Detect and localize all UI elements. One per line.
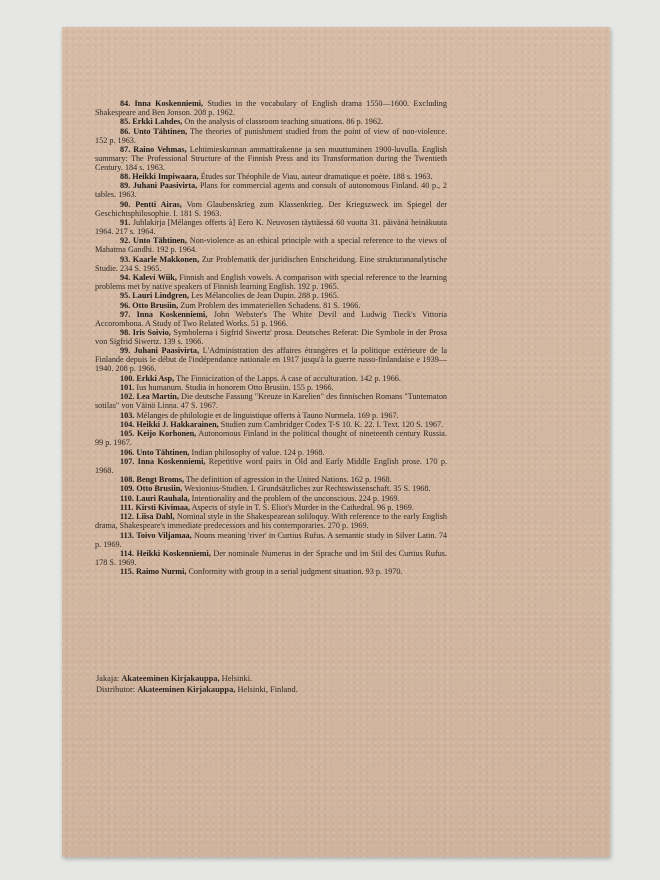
entry-author: Erkki Asp,	[136, 373, 175, 383]
entry-title: Ius humanum. Studia in honorem Otto Brusiin. 155 p. 1966.	[136, 383, 334, 393]
publication-list	[95, 99, 447, 577]
entry-title: Zum Problem des immateriellen Schadens. 81 S. 1966.	[180, 300, 361, 310]
entry-number: 94.	[120, 272, 131, 282]
publication-entry	[95, 383, 447, 392]
publication-entry	[95, 117, 447, 126]
distributor-block	[96, 674, 456, 696]
entry-author: Otto Brusiin,	[132, 300, 179, 310]
entry-number: 114.	[120, 548, 134, 558]
entry-author: Keijo Korhonen,	[136, 429, 197, 439]
entry-author: Unto Tähtinen,	[133, 126, 188, 136]
entry-title: Plans for commercial agents and consuls of autonomous Finland. 40 p., 2 tables. 1963.	[95, 181, 448, 200]
distributor-name: Akateeminen Kirjakauppa,	[121, 674, 220, 683]
entry-number: 101.	[120, 383, 135, 393]
entry-author: Lea Martin,	[136, 392, 179, 402]
publication-entry	[95, 420, 447, 429]
entry-author: Lauri Rauhala,	[135, 493, 190, 503]
publication-entry	[95, 291, 447, 300]
publication-entry	[95, 567, 447, 576]
entry-author: Lauri Lindgren,	[132, 291, 190, 301]
entry-number: 106.	[120, 447, 135, 457]
entry-title: Conformity with group in a serial judgment situation. 93 p. 1970.	[188, 567, 403, 577]
entry-number: 96.	[120, 300, 131, 310]
entry-author: Unto Tähtinen,	[133, 236, 187, 246]
entry-number: 105.	[120, 429, 135, 439]
entry-author: Raino Vehmas,	[133, 144, 187, 154]
entry-number: 115.	[120, 567, 134, 577]
entry-author: Heikki Koskenniemi,	[136, 548, 211, 558]
entry-title: Repetitive word pairs in Old and Early Middle English prose. 170 p. 1968.	[95, 456, 447, 475]
entry-title: Symbolerna i Sigfrid Siwertz' prosa. Deutsches Referat: Die Symbole in der Prosa von Sigfrid Siwertz. 139 s. 1966.	[95, 328, 448, 347]
publication-entry	[95, 255, 447, 273]
entry-number: 93.	[120, 254, 131, 264]
entry-number: 89.	[120, 181, 131, 191]
entry-number: 104.	[120, 419, 135, 429]
entry-number: 98.	[120, 328, 131, 338]
entry-author: Otto Brusiin,	[136, 484, 183, 494]
entry-author: Bengt Broms,	[136, 475, 184, 485]
entry-author: Inna Koskenniemi,	[137, 456, 206, 466]
entry-title: Studies in the vocabulary of English drama 1550—1600. Excluding Shakespeare and Ben Jonson. 208 p. 1962.	[95, 99, 447, 117]
publication-entry	[95, 346, 447, 373]
entry-author: Iris Soivio,	[132, 328, 171, 338]
entry-title: Wexionius-Studien. I. Grundsätzliches zur Rechtswissenschaft. 35 S. 1968.	[184, 484, 431, 494]
entry-author: Liisa Dahl,	[136, 512, 175, 522]
entry-author: Pentti Airas,	[135, 199, 182, 209]
entry-title: Indian philosophy of value. 124 p. 1968.	[191, 447, 325, 457]
entry-title: Der nominale Numerus in der Sprache und im Stil des Curtius Rufus. 178 S. 1969.	[95, 548, 448, 567]
entry-title: Nouns meaning 'river' in Curtius Rufus. A semantic study in Silver Latin. 74 p. 1969.	[95, 530, 448, 549]
publication-entry	[95, 448, 447, 457]
publication-entry	[95, 475, 447, 484]
entry-title: Les Mélancolies de Jean Dupin. 288 p. 1965.	[191, 291, 339, 301]
publication-entry	[95, 218, 447, 236]
entry-title: Nominal style in the Shakespearean soliloquy. With reference to the early English drama, Shakespeare's immediate predecessors and his contemporaries. 270 p. 1969.	[95, 512, 447, 531]
entry-title: L'Administration des affaires étrangères et la politique extérieure de la Finlande depuis le début de l'indépendance nationale en 1917 jusqu'à la guerre russo-finlandaise e 1939—1940. 208 p. 1966.	[95, 346, 448, 374]
entry-number: 100.	[120, 373, 135, 383]
publication-entry	[95, 484, 447, 493]
entry-title: Lehtimieskunnan ammattirakenne ja sen muuttuminen 1900-luvulla. English summary: The Professional Structure of the Finnish Press and its Transformation during the Twentieth Century. 184 s. 1963.	[95, 144, 448, 172]
entry-number: 110.	[120, 493, 134, 503]
distributor-label: Jakaja:	[96, 674, 120, 683]
publication-entry	[95, 531, 447, 549]
entry-number: 113.	[120, 530, 134, 540]
publication-entry	[95, 512, 447, 530]
publication-entry	[95, 99, 447, 117]
publication-entry	[95, 457, 447, 475]
entry-title: John Webster's The White Devil and Ludwig Tieck's Vittoria Accorombona. A Study of Two Related Works. 51 p. 1966.	[95, 309, 448, 328]
publication-entry	[95, 301, 447, 310]
entry-title: Intentionality and the problem of the unconscious. 224 p. 1969.	[191, 493, 400, 503]
entry-number: 97.	[120, 309, 131, 319]
distributor-place: Helsinki.	[221, 674, 253, 683]
entry-number: 91.	[120, 218, 131, 228]
publication-entry	[95, 236, 447, 254]
entry-title: The definition of agression in the United Nations. 162 p. 1968.	[185, 475, 392, 485]
entry-number: 86.	[120, 126, 131, 136]
distributor-label: Distributor:	[96, 684, 136, 694]
entry-author: Juhani Paasivirta,	[133, 346, 200, 356]
entry-author: Unto Tähtinen,	[136, 447, 190, 457]
entry-author: Toivo Viljamaa,	[136, 530, 192, 540]
entry-number: 111.	[120, 503, 134, 513]
publication-entry	[95, 200, 447, 218]
publication-entry	[95, 127, 447, 145]
entry-author: Heikki Impiwaara,	[132, 172, 199, 182]
publication-entry	[95, 310, 447, 328]
publication-entry	[95, 392, 447, 410]
publication-entry	[95, 181, 447, 199]
entry-number: 88.	[120, 172, 131, 182]
entry-number: 92.	[120, 236, 131, 246]
entry-author: Heikki J. Hakkarainen,	[136, 419, 219, 429]
publication-entry	[95, 328, 447, 346]
entry-number: 95.	[120, 291, 131, 301]
publication-entry	[95, 374, 447, 383]
distributor-line-english	[96, 685, 456, 696]
distributor-name: Akateeminen Kirjakauppa,	[137, 684, 236, 694]
entry-number: 87.	[120, 144, 131, 154]
entry-number: 102.	[120, 392, 135, 402]
publication-entry	[95, 503, 447, 512]
publication-entry	[95, 494, 447, 503]
entry-number: 90.	[120, 199, 131, 209]
entry-author: Kaarle Makkonen,	[132, 254, 200, 264]
distributor-line-finnish	[96, 674, 456, 685]
entry-number: 112.	[120, 512, 134, 522]
entry-number: 103.	[120, 410, 135, 420]
entry-number: 85.	[120, 117, 131, 127]
entry-title: Finnish and English vowels. A comparison with special reference to the learning problems met by native speakers of Finnish learning English. 192 p. 1965.	[95, 272, 448, 291]
entry-title: The theories of punishment studied from the point of view of non-violence. 152 p. 1963.	[95, 126, 447, 145]
distributor-place: Helsinki, Finland.	[237, 684, 298, 694]
publication-entry	[95, 411, 447, 420]
entry-title: On the analysis of classroom teaching situations. 86 p. 1962.	[184, 117, 384, 127]
publication-entry	[95, 429, 447, 447]
publication-entry	[95, 145, 447, 172]
entry-title: Aspects of style in T. S. Eliot's Murder in the Cathedral. 96 p. 1969.	[191, 503, 414, 513]
entry-number: 99.	[120, 346, 131, 356]
entry-author: Inna Koskenniemi,	[136, 309, 208, 319]
entry-title: Juhlakirja [Mélanges offerts à] Eero K. Neuvosen täyttäessä 60 vuotta 31. päivänä heinäkuuta 1964. 217 s. 1964.	[95, 218, 447, 237]
entry-author: Kirsti Kivimaa,	[135, 503, 191, 513]
entry-author: Kalevi Wiik,	[132, 272, 177, 282]
entry-author: Raimo Nurmi,	[135, 567, 187, 577]
entry-title: The Finnicization of the Lapps. A case of acculturation. 142 p. 1966.	[176, 373, 401, 383]
entry-title: Vom Glaubenskrieg zum Klassenkrieg. Der Kriegszweck im Spiegel der Geschichtsphilosophie. I. 181 S. 1963.	[95, 199, 447, 218]
entry-title: Études sur Théophile de Viau, auteur dramatique et poète. 188 s. 1963.	[200, 172, 433, 182]
entry-number: 107.	[120, 456, 135, 466]
entry-title: Autonomous Finland in the political thought of nineteenth century Russia. 99 p. 1967.	[95, 429, 447, 448]
entry-title: Zur Problematik der juridischen Entscheidung. Eine strukturananalytische Studie. 234 S. 1965.	[95, 254, 448, 273]
entry-author: Juhani Paasivirta,	[132, 181, 198, 191]
entry-author: Inna Koskenniemi,	[134, 99, 204, 108]
entry-title: Non-violence as an ethical principle with a special reference to the views of Mahatma Gandhi. 192 p. 1964.	[95, 236, 448, 255]
entry-author: Erkki Lahdes,	[132, 117, 183, 127]
entry-number: 84.	[120, 99, 131, 108]
entry-title: Mélanges de philologie et de linguistique offerts à Tauno Nurmela. 169 p. 1967.	[136, 410, 399, 420]
entry-number: 108.	[120, 475, 135, 485]
entry-number: 109.	[120, 484, 135, 494]
publication-entry	[95, 549, 447, 567]
entry-title: Studien zum Cambridger Codex T-S 10. K. 22. I. Text. 120 S. 1967.	[220, 419, 444, 429]
publication-entry	[95, 172, 447, 181]
publication-entry	[95, 273, 447, 291]
entry-title: Die deutsche Fassung "Kreuze in Karelien" des finnischen Romans "Tuntematon sotilas" von Väinö Linna. 47 S. 1967.	[95, 392, 448, 411]
